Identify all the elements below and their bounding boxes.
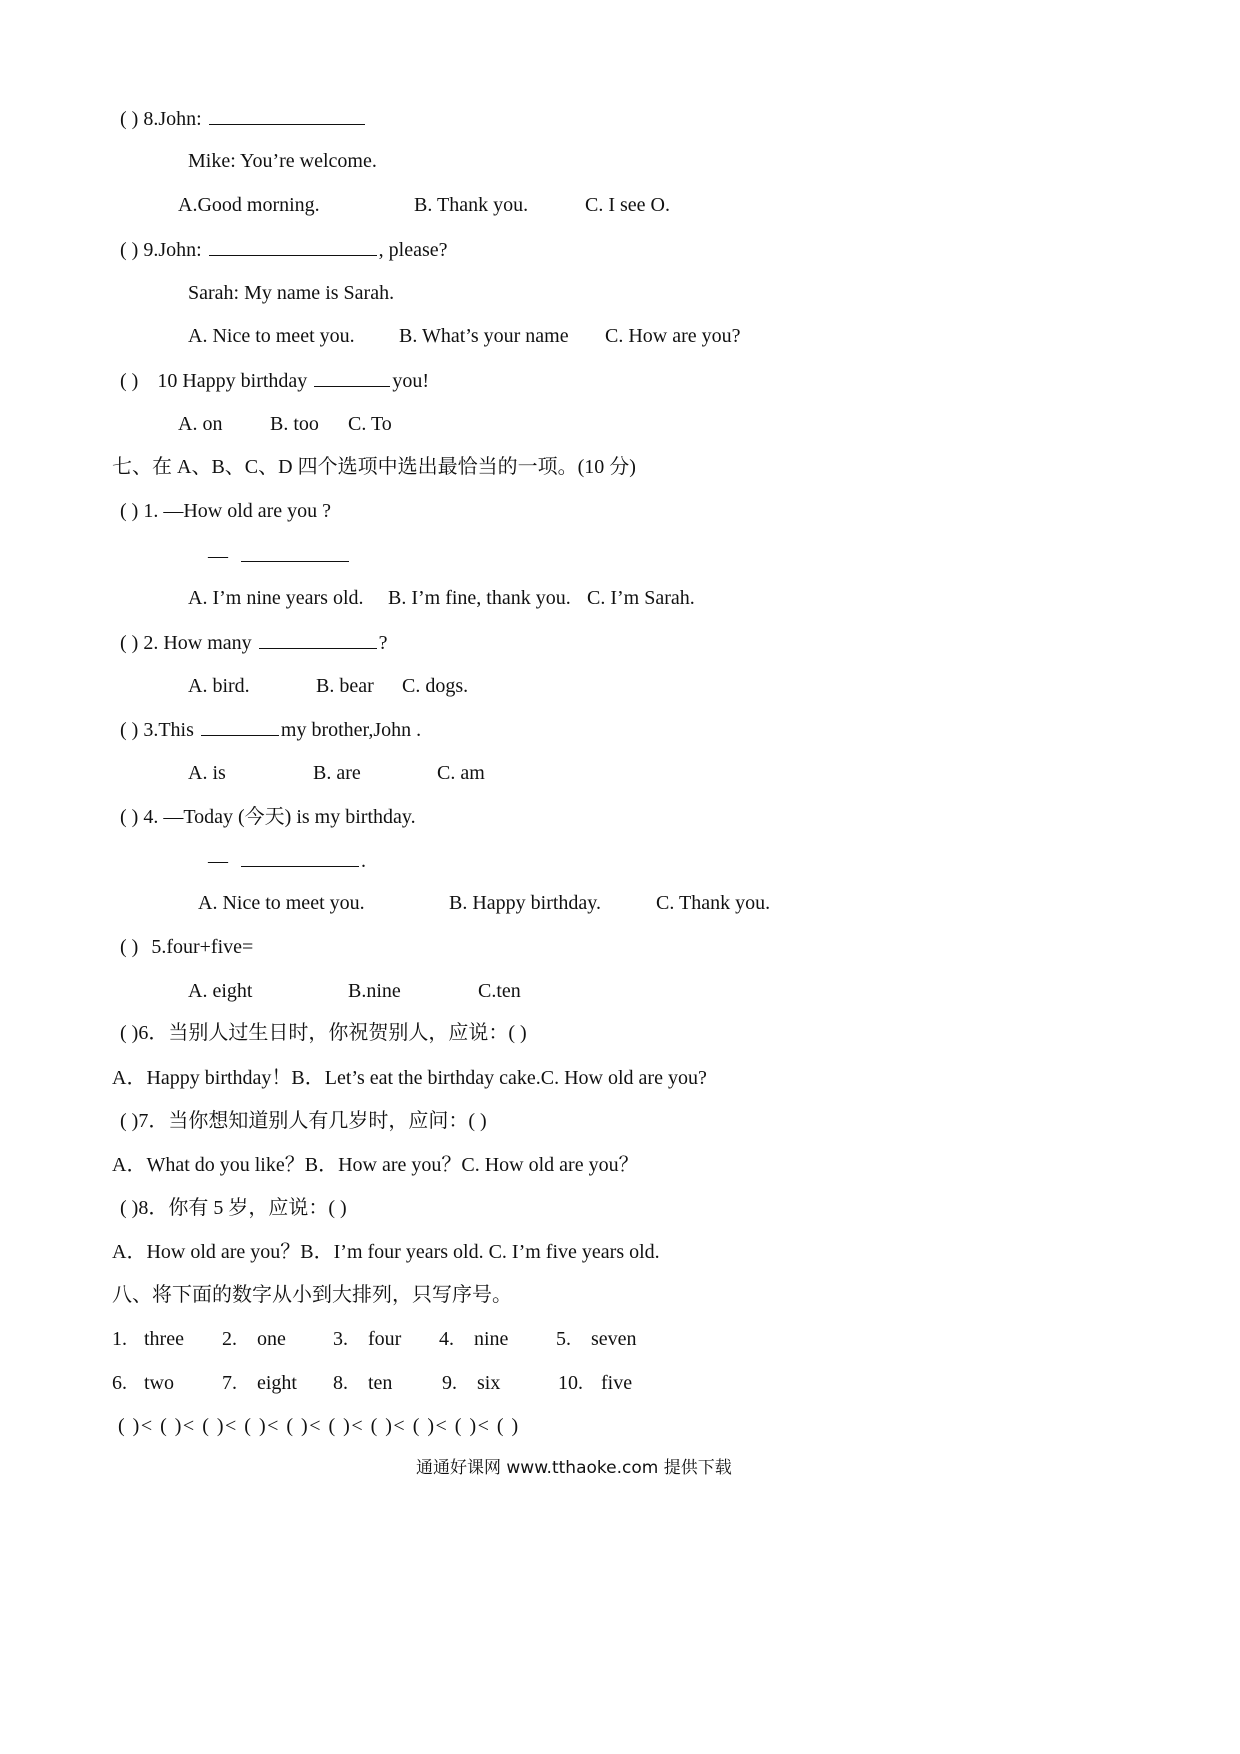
item-number: 5. [556,1328,571,1350]
answer-paren: ( ) [120,806,139,828]
option-a: A. is [188,762,226,784]
number-word: three [144,1328,184,1350]
option-a: A. on [178,413,223,435]
option-c: C. dogs. [402,675,469,697]
item-number: 10. [558,1372,583,1394]
question-suffix: , please? [378,239,448,261]
option-c: C. Thank you. [656,892,771,914]
question-suffix: you! [392,370,429,392]
answer-blank[interactable] [241,543,349,562]
page-footer: 通通好课网 www.tthaoke.com 提供下载 [416,1458,732,1478]
option-b: B. bear [316,675,374,697]
number-word: two [144,1372,174,1394]
number-word: five [601,1372,633,1394]
number-word: four [368,1328,402,1350]
option-c: C. I see O. [585,194,670,216]
section-7-heading: 七、在 A、B、C、D 四个选项中选出最恰当的一项。(10 分) [112,456,636,478]
s7-q4-response [208,848,366,873]
option-a: A. bird. [188,675,250,697]
answer-blank[interactable] [314,368,390,387]
question-suffix: . [361,850,366,872]
question-prompt: 9.John: [143,239,202,261]
s7-q1-stem [120,499,331,523]
answer-blank[interactable] [241,848,359,867]
response-dash: — [208,545,228,567]
q8-stem [120,106,367,131]
item-number: 9. [442,1372,457,1394]
number-word: one [257,1328,286,1350]
item-number: 8. [333,1372,348,1394]
q10-stem [120,368,429,393]
question-prompt: 1. —How old are you ? [143,500,332,522]
option-b: B. too [270,413,319,435]
s7-q8-stem: ( )8．你有 5 岁，应说：( ) [120,1197,347,1219]
s7-q2-stem [120,630,388,655]
s7-q7-options: A．What do you like？B．How are you？C. How old are you？ [112,1154,639,1176]
s7-q5-stem [120,935,253,959]
question-prompt: 2. How many [143,632,252,654]
answer-paren: ( ) [120,239,139,261]
item-number: 4. [439,1328,454,1350]
q9-stem [120,237,448,262]
s7-q8-options: A．How old are you？B．I’m four years old. C. I’m five years old. [112,1241,660,1263]
s7-q4-stem [120,805,416,829]
question-prompt: 10 Happy birthday [157,370,308,392]
item-number: 7. [222,1372,237,1394]
option-a: A.Good morning. [178,194,320,216]
item-number: 3. [333,1328,348,1350]
number-word: seven [591,1328,637,1350]
question-prompt: 8.John: [143,108,202,130]
answer-blank[interactable] [209,106,365,125]
option-b: B. Happy birthday. [449,892,602,914]
answer-paren: ( ) [120,632,139,654]
option-c: C. To [348,413,392,435]
s7-q3-stem [120,717,421,742]
number-word: six [477,1372,501,1394]
option-c: C. How are you? [605,325,741,347]
option-b: B. are [313,762,361,784]
answer-blank[interactable] [209,237,377,256]
question-prompt: 5.four+five= [151,936,254,958]
question-suffix: my brother,John . [280,719,422,741]
item-number: 1. [112,1328,127,1350]
option-b: B. Thank you. [414,194,529,216]
s7-q6-options: A．Happy birthday！B．Let’s eat the birthday cake.C. How old are you? [112,1067,707,1089]
number-word: ten [368,1372,393,1394]
question-suffix: ? [378,632,388,654]
option-b: B.nine [348,980,401,1002]
answer-paren: ( ) [120,936,139,958]
option-c: C.ten [478,980,521,1002]
answer-paren: ( ) [120,719,139,741]
option-c: C. I’m Sarah. [587,587,695,609]
response-dash: — [208,850,228,872]
question-prompt: 4. —Today (今天) is my birthday. [143,806,416,828]
number-word: nine [474,1328,509,1350]
answer-blank[interactable] [259,630,377,649]
answer-paren: ( ) [120,500,139,522]
option-a: A. I’m nine years old. [188,587,364,609]
option-c: C. am [437,762,485,784]
option-a: A. eight [188,980,253,1002]
number-word: eight [257,1372,297,1394]
ordering-answer-line[interactable]: ( )< ( )< ( )< ( )< ( )< ( )< ( )< ( )< ( )< ( ) [118,1415,520,1437]
s7-q1-response [208,543,351,568]
item-number: 2. [222,1328,237,1350]
answer-paren: ( ) [120,108,139,130]
option-b: B. I’m fine, thank you. [388,587,571,609]
s7-q7-stem: ( )7．当你想知道别人有几岁时，应问：( ) [120,1110,487,1132]
q9-reply: Sarah: My name is Sarah. [188,282,395,304]
section-8-heading: 八、将下面的数字从小到大排列，只写序号。 [112,1284,512,1306]
option-a: A. Nice to meet you. [188,325,355,347]
question-prompt: 3.This [143,719,194,741]
option-a: A. Nice to meet you. [198,892,365,914]
answer-paren: ( ) [120,370,139,392]
answer-blank[interactable] [201,717,279,736]
q8-reply: Mike: You’re welcome. [188,150,377,172]
s7-q6-stem: ( )6．当别人过生日时，你祝贺别人，应说：( ) [120,1022,527,1044]
option-b: B. What’s your name [399,325,569,347]
item-number: 6. [112,1372,127,1394]
